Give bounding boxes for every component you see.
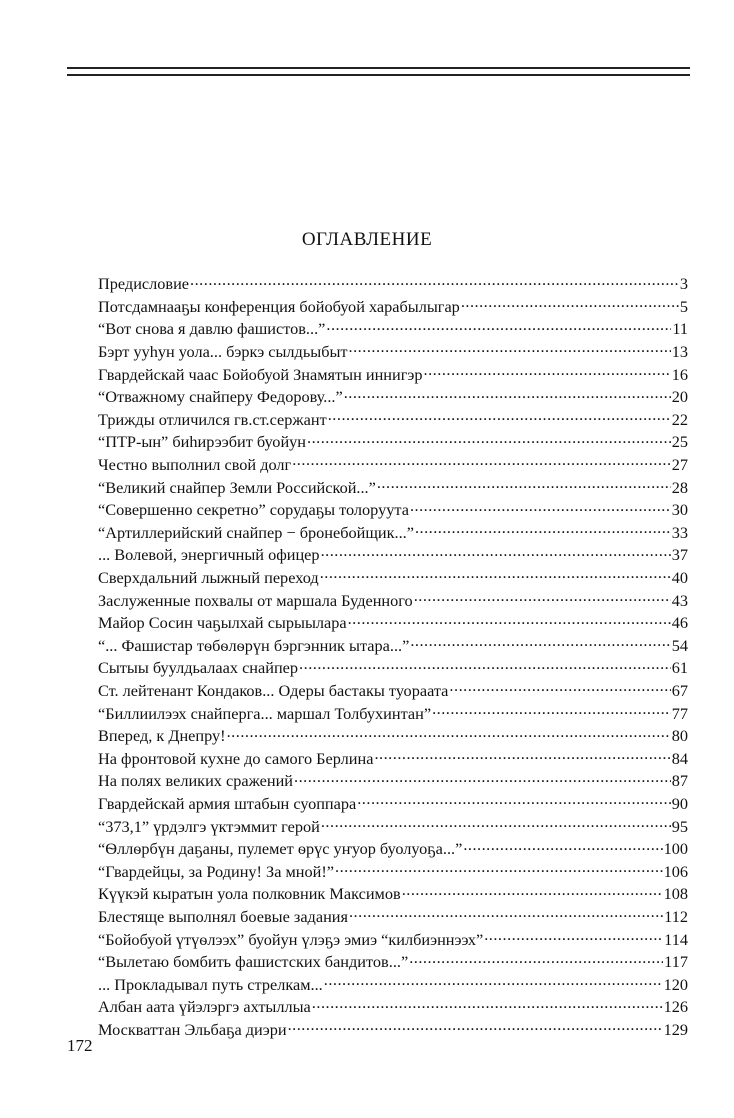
toc-entry-title: Заслуженные похвалы от маршала Буденного <box>98 590 413 610</box>
toc-entry-page: 25 <box>671 432 688 452</box>
toc-entry <box>98 567 688 590</box>
dot-leader <box>320 567 671 583</box>
toc-entry-page: 87 <box>671 771 688 791</box>
dot-leader <box>463 838 662 854</box>
dot-leader <box>344 386 671 402</box>
toc-entry-title: Ст. лейтенант Кондаков... Одеры бастакы туораата <box>98 680 449 700</box>
toc-entry-page: 40 <box>671 568 688 588</box>
toc-entry-title: “Артиллерийский снайпер − бронебойщик...” <box>98 522 414 542</box>
toc-entry-page: 114 <box>664 929 688 949</box>
toc-entry <box>98 386 688 409</box>
header-rule-top <box>67 67 690 69</box>
dot-leader <box>294 770 671 786</box>
dot-leader <box>449 680 670 696</box>
toc-entry-page: 11 <box>672 319 688 339</box>
dot-leader <box>414 589 671 605</box>
toc-entry-page: 54 <box>671 635 688 655</box>
toc-entry-page: 3 <box>679 274 688 294</box>
toc-entry-title: “Великий снайпер Земли Российской...” <box>98 477 376 497</box>
header-rule-bottom <box>67 74 690 76</box>
toc-entry-title: Потсдамнааҕы конференция бойобуой харабылыгар <box>98 296 460 316</box>
toc-entry-title: “Совершенно секретно” сорудаҕы толоруута <box>98 500 409 520</box>
toc-entry-page: 43 <box>671 590 688 610</box>
toc-entry-page: 90 <box>671 793 688 813</box>
toc-entry <box>98 589 688 612</box>
dot-leader <box>288 1019 663 1035</box>
dot-leader <box>415 522 671 538</box>
toc-entry-title: Честно выполнил свой долг <box>98 455 292 475</box>
dot-leader <box>328 409 671 425</box>
toc-entry <box>98 906 688 929</box>
toc-entry-title: “Вылетаю бомбить фашистских бандитов...” <box>98 952 409 972</box>
toc-entry-page: 106 <box>663 861 688 881</box>
toc-entry-page: 95 <box>671 816 688 836</box>
toc-entry <box>98 996 688 1019</box>
toc-entry-title: “Ѳллѳрбүн даҕаны, пулемет ѳрүс уҥуор буолуоҕа...” <box>98 839 463 859</box>
dot-leader <box>312 996 663 1012</box>
dot-leader <box>484 928 663 944</box>
toc-entry <box>98 409 688 432</box>
toc-entry-page: 126 <box>663 997 688 1017</box>
toc-entry-page: 67 <box>671 680 688 700</box>
toc-entry <box>98 928 688 951</box>
dot-leader <box>348 612 671 628</box>
toc-entry <box>98 341 688 364</box>
toc-entry <box>98 815 688 838</box>
toc-entry-page: 5 <box>679 296 688 316</box>
dot-leader <box>349 341 671 357</box>
toc-entry <box>98 680 688 703</box>
toc-entry-page: 46 <box>671 613 688 633</box>
dot-leader <box>424 363 671 379</box>
page-number: 172 <box>67 1036 93 1055</box>
toc-entry-title: “... Фашистар тѳбѳлѳрүн бэргэнник ытара...” <box>98 635 410 655</box>
toc-entry-title: ... Волевой, энергичный офицер <box>98 545 320 565</box>
dot-leader <box>324 973 663 989</box>
dot-leader <box>377 476 671 492</box>
dot-leader <box>461 296 679 312</box>
toc-entry-page: 37 <box>671 545 688 565</box>
toc-entry-title: Гвардейскай армия штабын суоппара <box>98 793 357 813</box>
toc-entry <box>98 657 688 680</box>
toc-entry-title: Трижды отличился гв.ст.сержант <box>98 409 327 429</box>
toc-entry <box>98 838 688 861</box>
toc-entry-page: 30 <box>671 500 688 520</box>
toc-entry <box>98 702 688 725</box>
toc-entry-page: 77 <box>671 703 688 723</box>
toc-entry-title: Күүкэй кыратын уола полковник Максимов <box>98 884 401 904</box>
toc-entry-title: Блестяще выполнял боевые задания <box>98 906 348 926</box>
toc-entry-page: 33 <box>671 522 688 542</box>
dot-leader <box>410 499 671 515</box>
dot-leader <box>349 906 663 922</box>
toc-entry <box>98 431 688 454</box>
dot-leader <box>326 318 671 334</box>
toc-entry-title: “Биллиилээх снайперга... маршал Толбухинтан” <box>98 703 432 723</box>
toc-entry <box>98 860 688 883</box>
toc-entry <box>98 522 688 545</box>
toc-entry-title: На фронтовой кухне до самого Берлина <box>98 748 374 768</box>
toc-entry <box>98 747 688 770</box>
toc-entry <box>98 296 688 319</box>
toc-entry-title: Сытыы буулдьалаах снайпер <box>98 658 299 678</box>
toc-entry-title: Албан аата үйэлэргэ ахтыллыа <box>98 997 311 1017</box>
toc-entry-page: 112 <box>664 906 688 926</box>
toc-entry <box>98 1019 688 1042</box>
dot-leader <box>307 431 671 447</box>
toc-entry <box>98 793 688 816</box>
toc-entry <box>98 544 688 567</box>
toc-entry-page: 61 <box>671 658 688 678</box>
toc-entry-page: 16 <box>671 364 688 384</box>
toc-entry-page: 80 <box>671 726 688 746</box>
toc-entry-title: На полях великих сражений <box>98 771 294 791</box>
toc-entry-page: 22 <box>671 409 688 429</box>
toc-entry <box>98 612 688 635</box>
toc-entry <box>98 883 688 906</box>
dot-leader <box>357 793 670 809</box>
toc-entry-title: Предисловие <box>98 274 190 294</box>
toc-entry-title: “Вот снова я давлю фашистов...” <box>98 319 326 339</box>
toc-entry-title: “Отважному снайперу Федорову...” <box>98 387 343 407</box>
dot-leader <box>402 883 663 899</box>
toc-entry <box>98 770 688 793</box>
dot-leader <box>374 747 670 763</box>
toc-entry <box>98 318 688 341</box>
toc-entry-page: 20 <box>671 387 688 407</box>
toc-entry-page: 13 <box>671 342 688 362</box>
dot-leader <box>432 702 671 718</box>
toc-entry-title: Бэрт ууһун уола... бэркэ сылдьыбыт <box>98 342 348 362</box>
toc-entry-page: 100 <box>663 839 688 859</box>
toc-entry <box>98 476 688 499</box>
page-title: ОГЛАВЛЕНИЕ <box>301 229 433 250</box>
toc-entry-title: Майор Сосин чаҕылхай сырыылара <box>98 613 347 633</box>
dot-leader <box>335 860 663 876</box>
toc-entry-title: “Бойобуой үтүѳлээх” буойун үлэҕэ эмиэ “килбиэннээх” <box>98 929 484 949</box>
toc-entry <box>98 499 688 522</box>
toc-entry-title: “373,1” үрдэлгэ үктэммит герой <box>98 816 320 836</box>
toc-entry-title: ... Прокладывал путь стрелкам... <box>98 974 323 994</box>
toc-entry-page: 84 <box>671 748 688 768</box>
toc-entry-title: “ПТР-ын” биһирээбит буойун <box>98 432 307 452</box>
toc-entry-title: Сверхдальний лыжный переход <box>98 568 319 588</box>
toc-entry <box>98 635 688 658</box>
dot-leader <box>227 725 671 741</box>
dot-leader <box>321 815 671 831</box>
dot-leader <box>292 454 670 470</box>
dot-leader <box>409 951 663 967</box>
toc-entry-title: “Гвардейцы, за Родину! За мной!” <box>98 861 335 881</box>
toc-entry-title: Вперед, к Днепру! <box>98 726 226 746</box>
dot-leader <box>299 657 671 673</box>
toc-entry <box>98 454 688 477</box>
dot-leader <box>321 544 671 560</box>
toc-entry <box>98 363 688 386</box>
dot-leader <box>410 635 670 651</box>
toc-entry-page: 108 <box>663 884 688 904</box>
toc-entry <box>98 973 688 996</box>
toc-entry-page: 28 <box>671 477 688 497</box>
toc-entry <box>98 725 688 748</box>
dot-leader <box>190 273 679 289</box>
toc-entry-page: 120 <box>663 974 688 994</box>
toc-entry-page: 129 <box>663 1019 688 1039</box>
toc-entry-page: 27 <box>671 455 688 475</box>
toc-entry <box>98 951 688 974</box>
toc-entry-title: Москваттан Эльбаҕа диэри <box>98 1019 287 1039</box>
toc-entry <box>98 273 688 296</box>
toc-entry-page: 117 <box>664 952 688 972</box>
toc-entry-title: Гвардейскай чаас Бойобуой Знамятын иннигэр <box>98 364 423 384</box>
table-of-contents <box>98 273 688 1041</box>
